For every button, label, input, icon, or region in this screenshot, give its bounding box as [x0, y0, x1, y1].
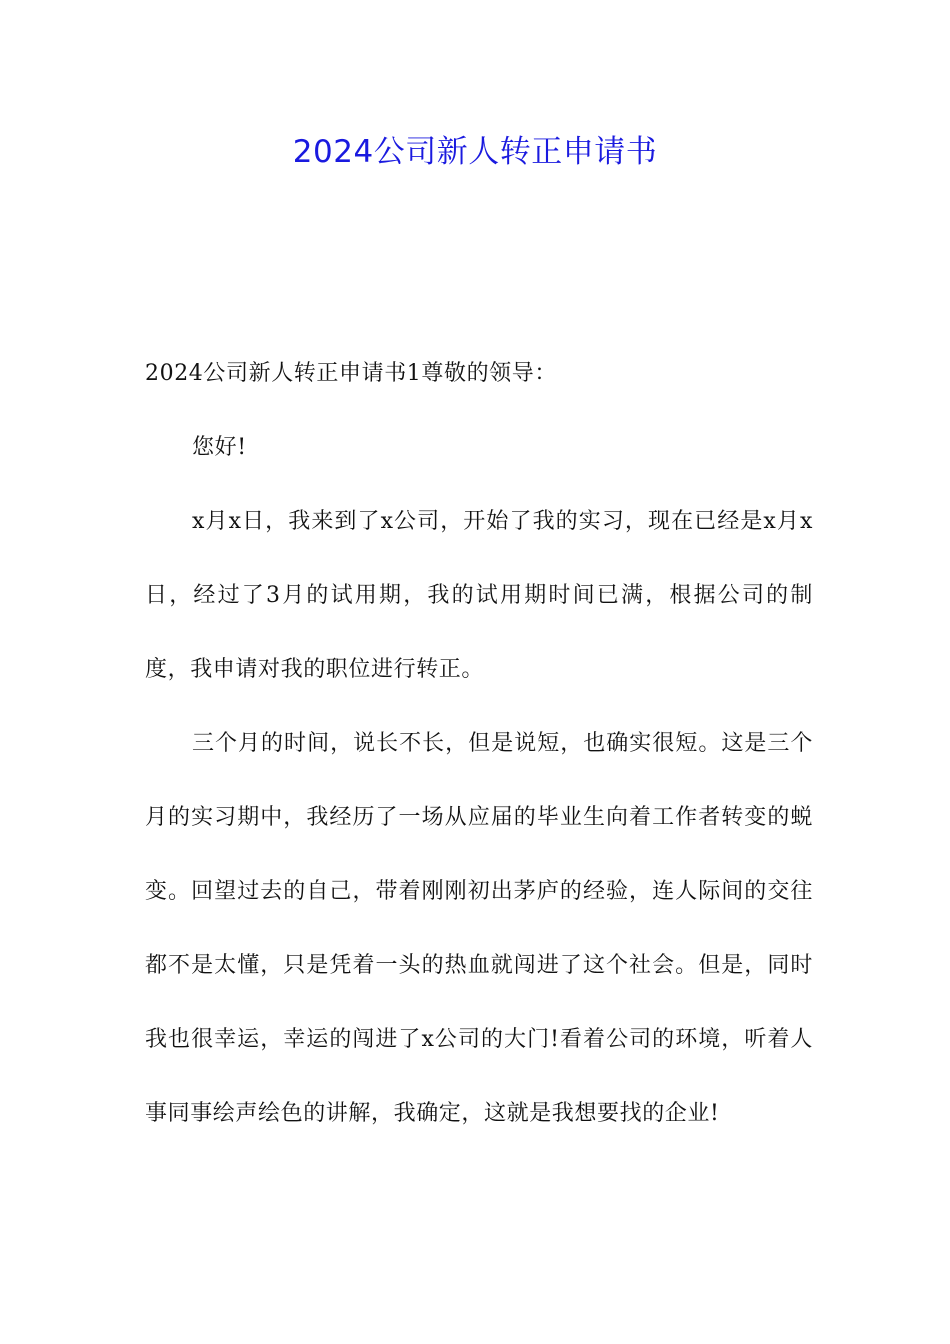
- body-paragraph: x月x日，我来到了x公司，开始了我的实习，现在已经是x月x日，经过了3月的试用期，我的试用期时间已满，根据公司的制度，我申请对我的职位进行转正。: [145, 509, 813, 682]
- document-title: 2024公司新人转正申请书: [292, 134, 658, 170]
- opening-line: 2024公司新人转正申请书1尊敬的领导：: [145, 361, 557, 386]
- document-body: [145, 337, 813, 1151]
- greeting-paragraph: 您好!: [192, 435, 247, 460]
- body-paragraph: 三个月的时间，说长不长，但是说短，也确实很短。这是三个月的实习期中，我经历了一场从应届的毕业生向着工作者转变的蜕变。回望过去的自己，带着刚刚初出茅庐的经验，连人际间的交往都不是太懂，只是凭着一头的热血就闯进了这个社会。但是，同时我也很幸运，幸运的闯进了x公司的大门!看着公司的环境，听着人事同事绘声绘色的讲解，我确定，这就是我想要找的企业!: [145, 731, 813, 1126]
